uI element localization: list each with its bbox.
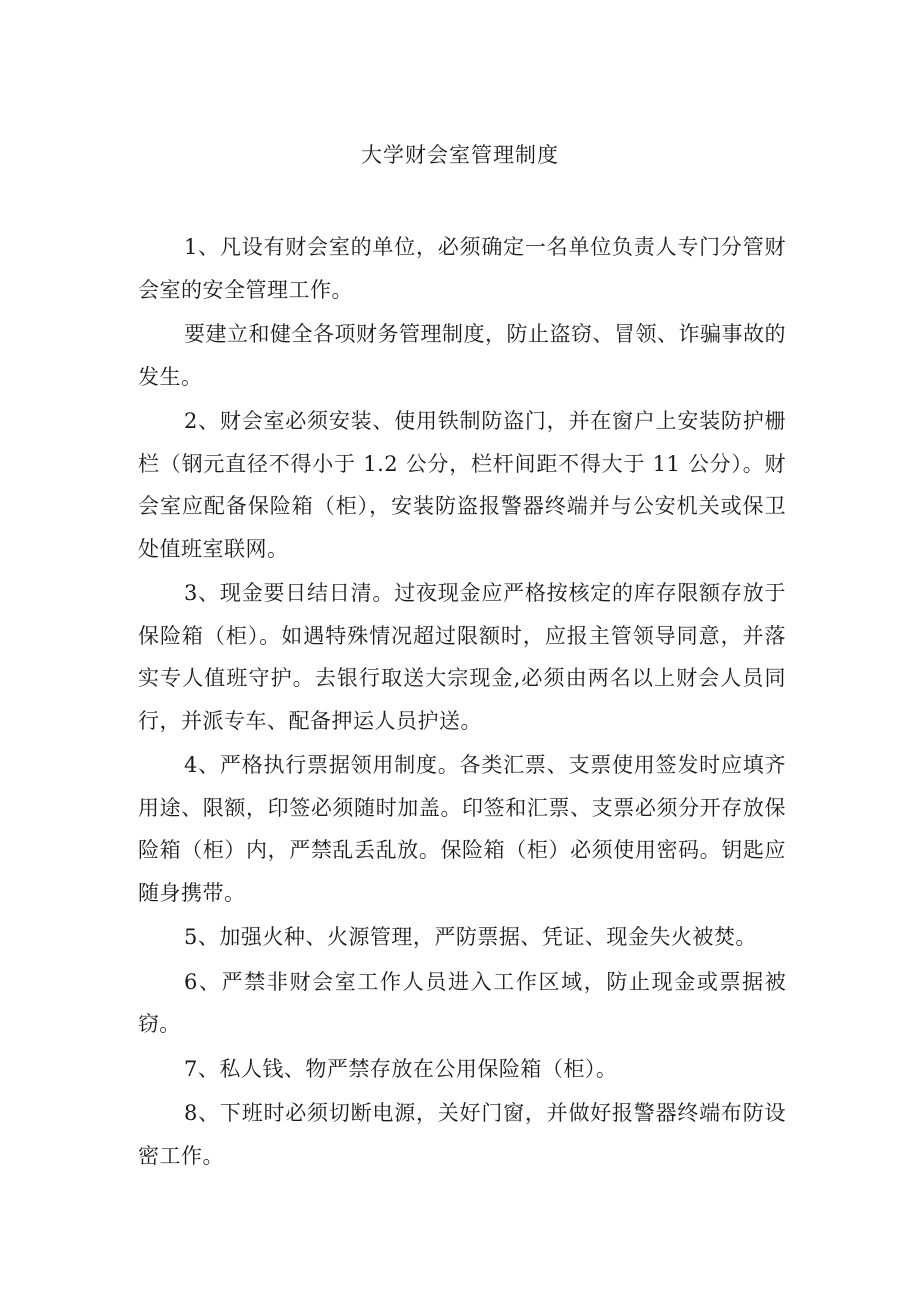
paragraph-1: 1、凡设有财会室的单位，必须确定一名单位负责人专门分管财会室的安全管理工作。 [138, 235, 786, 302]
paragraph-6: 6、严禁非财会室工作人员进入工作区域，防止现金或票据被窃。 [138, 969, 786, 1036]
paragraph-3: 3、现金要日结日清。过夜现金应严格按核定的库存限额存放于保险箱（柜）。如遇特殊情况超过限额时，应报主管领导同意，并落实专人值班守护。去银行取送大宗现金,必须由两名以上财会人员同行，并派专车、配备押运人员护送。 [138, 581, 786, 733]
paragraph-8: 8、下班时必须切断电源，关好门窗，并做好报警器终端布防设密工作。 [138, 1101, 786, 1168]
document-title: 大学财会室管理制度 [361, 143, 559, 167]
document-body [138, 226, 786, 1179]
paragraph-7: 7、私人钱、物严禁存放在公用保险箱（柜）。 [184, 1056, 618, 1081]
paragraph-4: 4、严格执行票据领用制度。各类汇票、支票使用签发时应填齐用途、限额，印签必须随时加盖。印签和汇票、支票必须分开存放保险箱（柜）内，严禁乱丢乱放。保险箱（柜）必须使用密码。钥匙应随身携带。 [138, 753, 786, 905]
paragraph-1-supplement: 要建立和健全各项财务管理制度，防止盗窃、冒领、诈骗事故的发生。 [138, 322, 786, 389]
paragraph-5: 5、加强火种、火源管理，严防票据、凭证、现金失火被焚。 [184, 925, 757, 949]
paragraph-2: 2、财会室必须安装、使用铁制防盗门，并在窗户上安装防护栅栏（钢元直径不得小于 1.2 公分，栏杆间距不得大于 11 公分）。财会室应配备保险箱（柜），安装防盗报警器终端并与公安机关或保卫处值班室联网。 [138, 409, 786, 561]
